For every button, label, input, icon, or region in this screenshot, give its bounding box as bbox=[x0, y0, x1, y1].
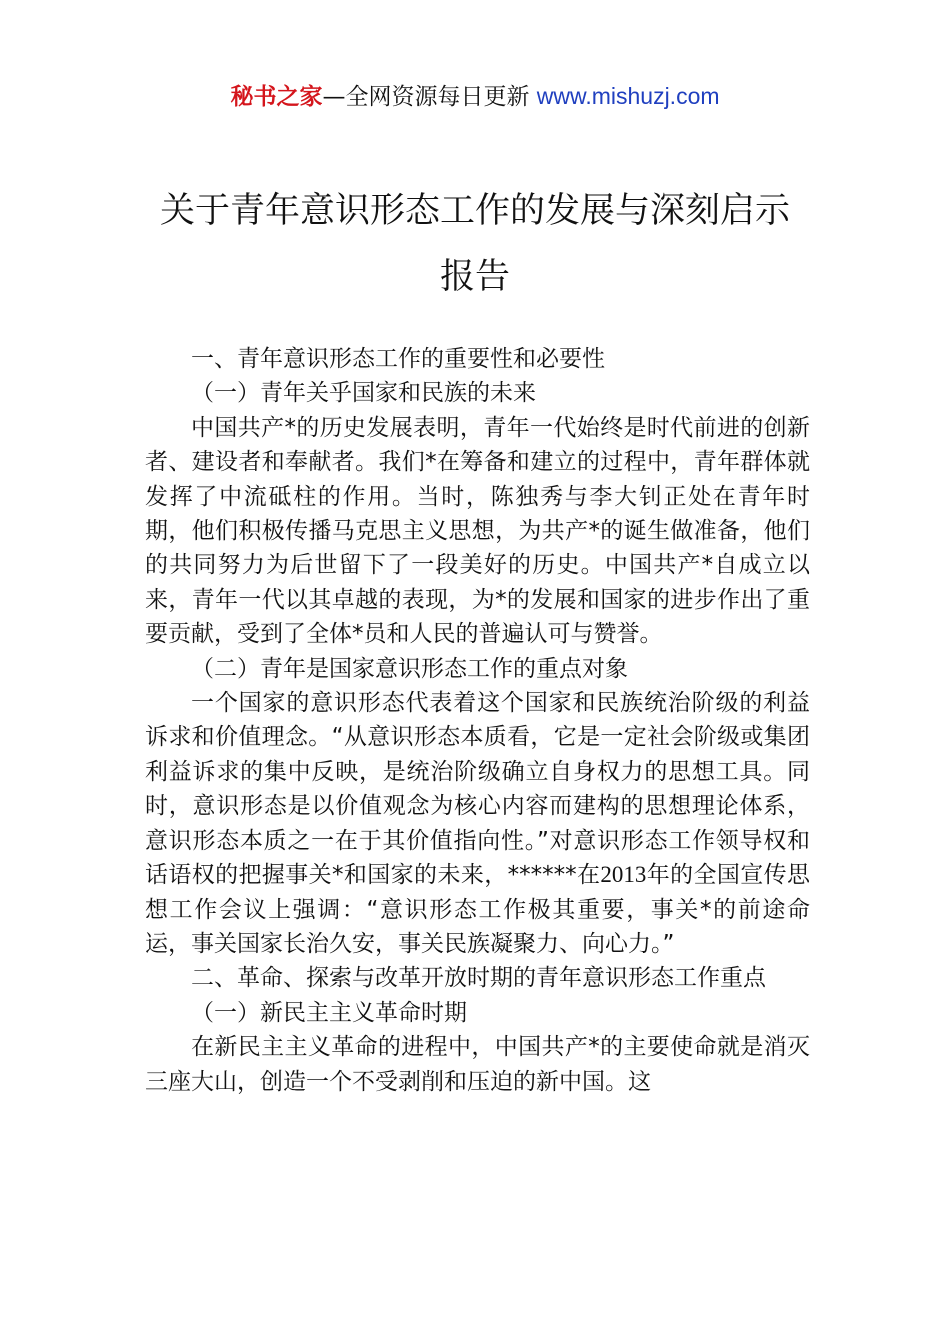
paragraph-2 bbox=[145, 686, 810, 961]
paragraph-2-part-b: 年的全国宣传思想工作会议上强调：“意识形态工作极其重要，事关*的前途命运，事关国家长治久安，事关民族凝聚力、向心力。” bbox=[145, 862, 811, 957]
subsection-heading-1-2: （二）青年是国家意识形态工作的重点对象 bbox=[191, 655, 628, 682]
paragraph-2-part-a: 一个国家的意识形态代表着这个国家和民族统治阶级的利益诉求和价值理念。“从意识形态本质看，它是一定社会阶级或集团利益诉求的集中反映，是统治阶级确立自身权力的思想工具。同时，意识形态是以价值观念为核心内容而建构的思想理论体系，意识形态本质之一在于其价值指向性。”对意识形态工作领导权和话语权的把握事关*和国家的未来，******在 bbox=[145, 690, 810, 889]
title-line-1: 关于青年意识形态工作的发展与深刻启示 bbox=[159, 191, 790, 231]
header-tagline: —全网资源每日更新 bbox=[322, 84, 537, 110]
paragraph-1: 中国共产*的历史发展表明，青年一代始终是时代前进的创新者、建设者和奉献者。我们*在筹备和建立的过程中，青年群体就发挥了中流砥柱的作用。当时，陈独秀与李大钊正处在青年时期，他们积极传播马克思主义思想，为共产*的诞生做准备，他们的共同努力为后世留下了一段美好的历史。中国共产*自成立以来，青年一代以其卓越的表现，为*的发展和国家的进步作出了重要贡献，受到了全体*员和人民的普遍认可与赞誉。 bbox=[145, 414, 810, 648]
subsection-heading-1-1: （一）青年关乎国家和民族的未来 bbox=[191, 380, 536, 407]
section-heading-2: 二、革命、探索与改革开放时期的青年意识形态工作重点 bbox=[191, 965, 766, 992]
paragraph-2-year: 2013 bbox=[600, 862, 647, 888]
paragraph-3: 在新民主主义革命的进程中，中国共产*的主要使命就是消灭三座大山，创造一个不受剥削和压迫的新中国。这 bbox=[145, 1034, 810, 1095]
subsection-heading-2-1: （一）新民主主义革命时期 bbox=[191, 999, 467, 1026]
brand-name: 秘书之家 bbox=[230, 84, 323, 110]
section-heading-1: 一、青年意识形态工作的重要性和必要性 bbox=[191, 346, 605, 372]
document-title bbox=[0, 178, 950, 310]
site-url[interactable]: www.mishuzj.com bbox=[536, 83, 720, 109]
document-body bbox=[145, 342, 810, 1099]
site-header bbox=[0, 80, 950, 113]
title-line-2: 报告 bbox=[439, 257, 510, 297]
